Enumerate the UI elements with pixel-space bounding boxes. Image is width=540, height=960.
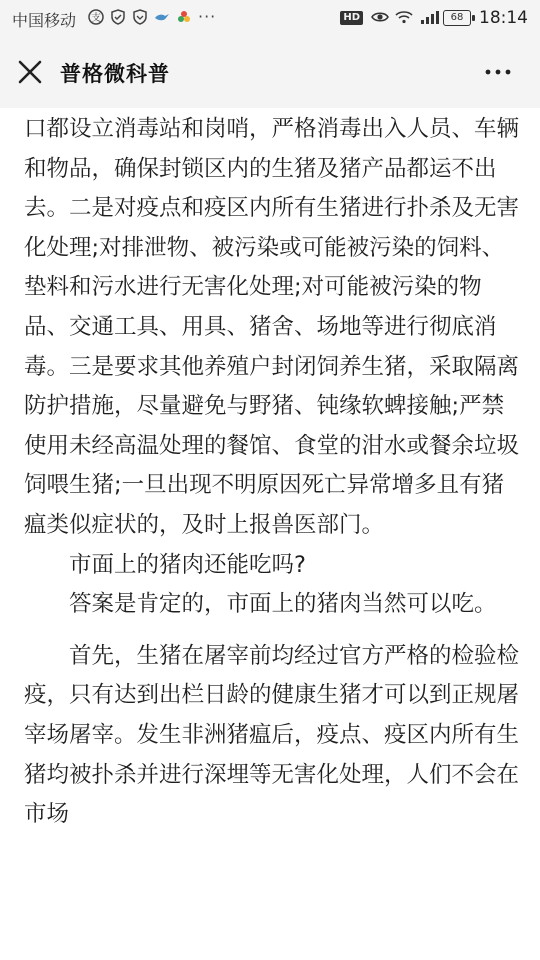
app-header — [0, 36, 540, 108]
system-indicators — [340, 8, 528, 28]
article-body — [24, 110, 520, 835]
more-notifications-indicator: ··· — [198, 7, 217, 26]
status-bar — [0, 0, 540, 36]
wifi-icon — [395, 10, 411, 26]
bird-icon — [154, 9, 170, 25]
clock: 18:14 — [479, 8, 528, 28]
vpn-shield-icon — [132, 9, 148, 25]
more-options-icon[interactable] — [482, 60, 514, 84]
signal-icon — [419, 10, 435, 26]
notification-icons — [88, 9, 216, 25]
carrier-name: 中国移动 — [12, 11, 77, 30]
article-paragraph: 首先，生猪在屠宰前均经过官方严格的检验检疫，只有达到出栏日龄的健康生猪才可以到正规屠宰场屠宰。发生非洲猪瘟后，疫点、疫区内所有生猪均被扑杀并进行深埋等无害化处理，人们不会在市场 — [24, 642, 520, 828]
alipay-icon — [88, 9, 104, 25]
article-question: 市面上的猪肉还能吃吗? — [69, 551, 306, 578]
svg-text:支: 支 — [91, 13, 101, 24]
article-paragraph: 口都设立消毒站和岗哨，严格消毒出入人员、车辆和物品，确保封锁区内的生猪及猪产品都运不出去。二是对疫点和疫区内所有生猪进行扑杀及无害化处理;对排泄物、被污染或可能被污染的饲料、垫料和污水进行无害化处理;对可能被污染的物品、交通工具、用具、猪舍、场地等进行彻底消毒。三是要求其他养殖户封闭饲养生猪，采取隔离防护措施，尽量避免与野猪、钝缘软蜱接触;严禁使用未经高温处理的餐馆、食堂的泔水或餐余垃圾饲喂生猪;一旦出现不明原因死亡异常增多且有猪瘟类似症状的，及时上报兽医部门。 — [24, 116, 520, 538]
article-answer: 答案是肯定的，市面上的猪肉当然可以吃。 — [69, 591, 497, 618]
page-title: 普格微科普 — [60, 62, 170, 86]
colorful-app-icon — [176, 9, 192, 25]
battery-indicator: 68 — [443, 10, 471, 26]
eye-icon — [371, 10, 387, 26]
hd-badge: HD — [340, 11, 363, 25]
close-icon[interactable] — [14, 56, 46, 88]
shield-icon — [110, 9, 126, 25]
